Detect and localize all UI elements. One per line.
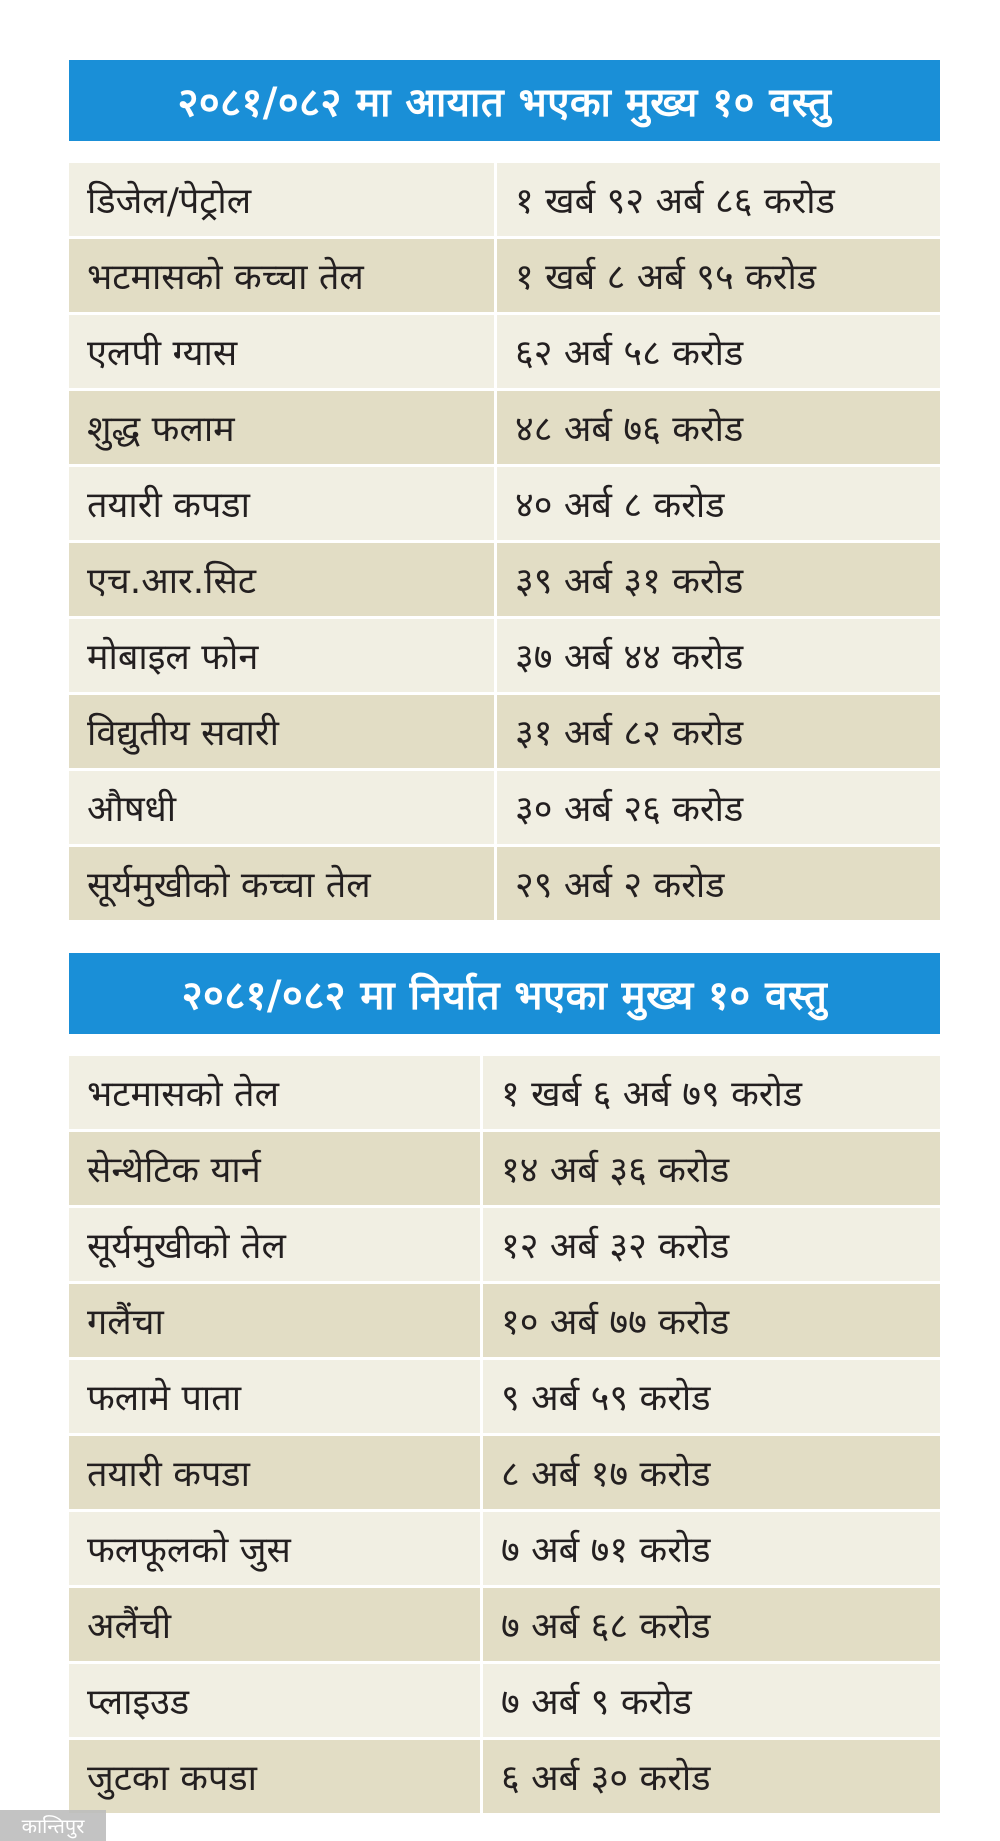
table-row bbox=[69, 847, 940, 920]
import-item-name: तयारी कपडा bbox=[69, 467, 494, 540]
import-item-value: ३१ अर्ब ८२ करोड bbox=[497, 695, 940, 768]
export-item-value: १२ अर्ब ३२ करोड bbox=[483, 1208, 940, 1281]
table-row bbox=[69, 1436, 940, 1512]
export-item-value: ७ अर्ब ६८ करोड bbox=[483, 1588, 940, 1661]
import-item-value: ३९ अर्ब ३१ करोड bbox=[497, 543, 940, 616]
table-row bbox=[69, 1664, 940, 1740]
import-item-name: भटमासको कच्चा तेल bbox=[69, 239, 494, 312]
import-item-name: डिजेल/पेट्रोल bbox=[69, 163, 494, 236]
import-item-value: ४० अर्ब ८ करोड bbox=[497, 467, 940, 540]
export-item-value: १४ अर्ब ३६ करोड bbox=[483, 1132, 940, 1205]
import-table-rows bbox=[69, 163, 940, 920]
export-item-value: १० अर्ब ७७ करोड bbox=[483, 1284, 940, 1357]
table-row bbox=[69, 1208, 940, 1284]
table-row bbox=[69, 619, 940, 695]
export-item-value: ६ अर्ब ३० करोड bbox=[483, 1740, 940, 1813]
table-row bbox=[69, 467, 940, 543]
export-item-name: अलैंची bbox=[69, 1588, 480, 1661]
table-row bbox=[69, 1740, 940, 1813]
export-item-value: ९ अर्ब ५९ करोड bbox=[483, 1360, 940, 1433]
export-item-name: प्लाइउड bbox=[69, 1664, 480, 1737]
import-item-name: औषधी bbox=[69, 771, 494, 844]
import-item-name: विद्युतीय सवारी bbox=[69, 695, 494, 768]
import-item-value: ६२ अर्ब ५८ करोड bbox=[497, 315, 940, 388]
export-item-name: तयारी कपडा bbox=[69, 1436, 480, 1509]
import-table bbox=[69, 60, 940, 920]
export-item-name: जुटका कपडा bbox=[69, 1740, 480, 1813]
table-row bbox=[69, 1132, 940, 1208]
table-row bbox=[69, 1512, 940, 1588]
export-item-name: भटमासको तेल bbox=[69, 1056, 480, 1129]
import-item-name: मोबाइल फोन bbox=[69, 619, 494, 692]
export-table-rows bbox=[69, 1056, 940, 1813]
import-table-title: २०८१/०८२ मा आयात भएका मुख्य १० वस्तु bbox=[69, 60, 940, 141]
table-row bbox=[69, 239, 940, 315]
export-item-name: फलफूलको जुस bbox=[69, 1512, 480, 1585]
table-row bbox=[69, 163, 940, 239]
import-item-name: एच.आर.सिट bbox=[69, 543, 494, 616]
export-item-value: ७ अर्ब ७१ करोड bbox=[483, 1512, 940, 1585]
export-item-value: ७ अर्ब ९ करोड bbox=[483, 1664, 940, 1737]
export-item-name: फलामे पाता bbox=[69, 1360, 480, 1433]
table-row bbox=[69, 1588, 940, 1664]
import-item-value: ४८ अर्ब ७६ करोड bbox=[497, 391, 940, 464]
table-row bbox=[69, 695, 940, 771]
export-item-name: गलैंचा bbox=[69, 1284, 480, 1357]
export-item-value: ८ अर्ब १७ करोड bbox=[483, 1436, 940, 1509]
import-item-value: ३७ अर्ब ४४ करोड bbox=[497, 619, 940, 692]
import-item-name: शुद्ध फलाम bbox=[69, 391, 494, 464]
publisher-watermark: कान्तिपुर bbox=[0, 1810, 106, 1841]
import-item-name: सूर्यमुखीको कच्चा तेल bbox=[69, 847, 494, 920]
import-item-value: ३० अर्ब २६ करोड bbox=[497, 771, 940, 844]
table-row bbox=[69, 1284, 940, 1360]
import-item-value: १ खर्ब ९२ अर्ब ८६ करोड bbox=[497, 163, 940, 236]
table-row bbox=[69, 391, 940, 467]
table-row bbox=[69, 543, 940, 619]
table-row bbox=[69, 315, 940, 391]
table-row bbox=[69, 1056, 940, 1132]
table-row bbox=[69, 771, 940, 847]
import-item-name: एलपी ग्यास bbox=[69, 315, 494, 388]
export-item-value: १ खर्ब ६ अर्ब ७९ करोड bbox=[483, 1056, 940, 1129]
table-row bbox=[69, 1360, 940, 1436]
export-item-name: सूर्यमुखीको तेल bbox=[69, 1208, 480, 1281]
export-table bbox=[69, 953, 940, 1813]
import-item-value: १ खर्ब ८ अर्ब ९५ करोड bbox=[497, 239, 940, 312]
import-item-value: २९ अर्ब २ करोड bbox=[497, 847, 940, 920]
export-item-name: सेन्थेटिक यार्न bbox=[69, 1132, 480, 1205]
export-table-title: २०८१/०८२ मा निर्यात भएका मुख्य १० वस्तु bbox=[69, 953, 940, 1034]
